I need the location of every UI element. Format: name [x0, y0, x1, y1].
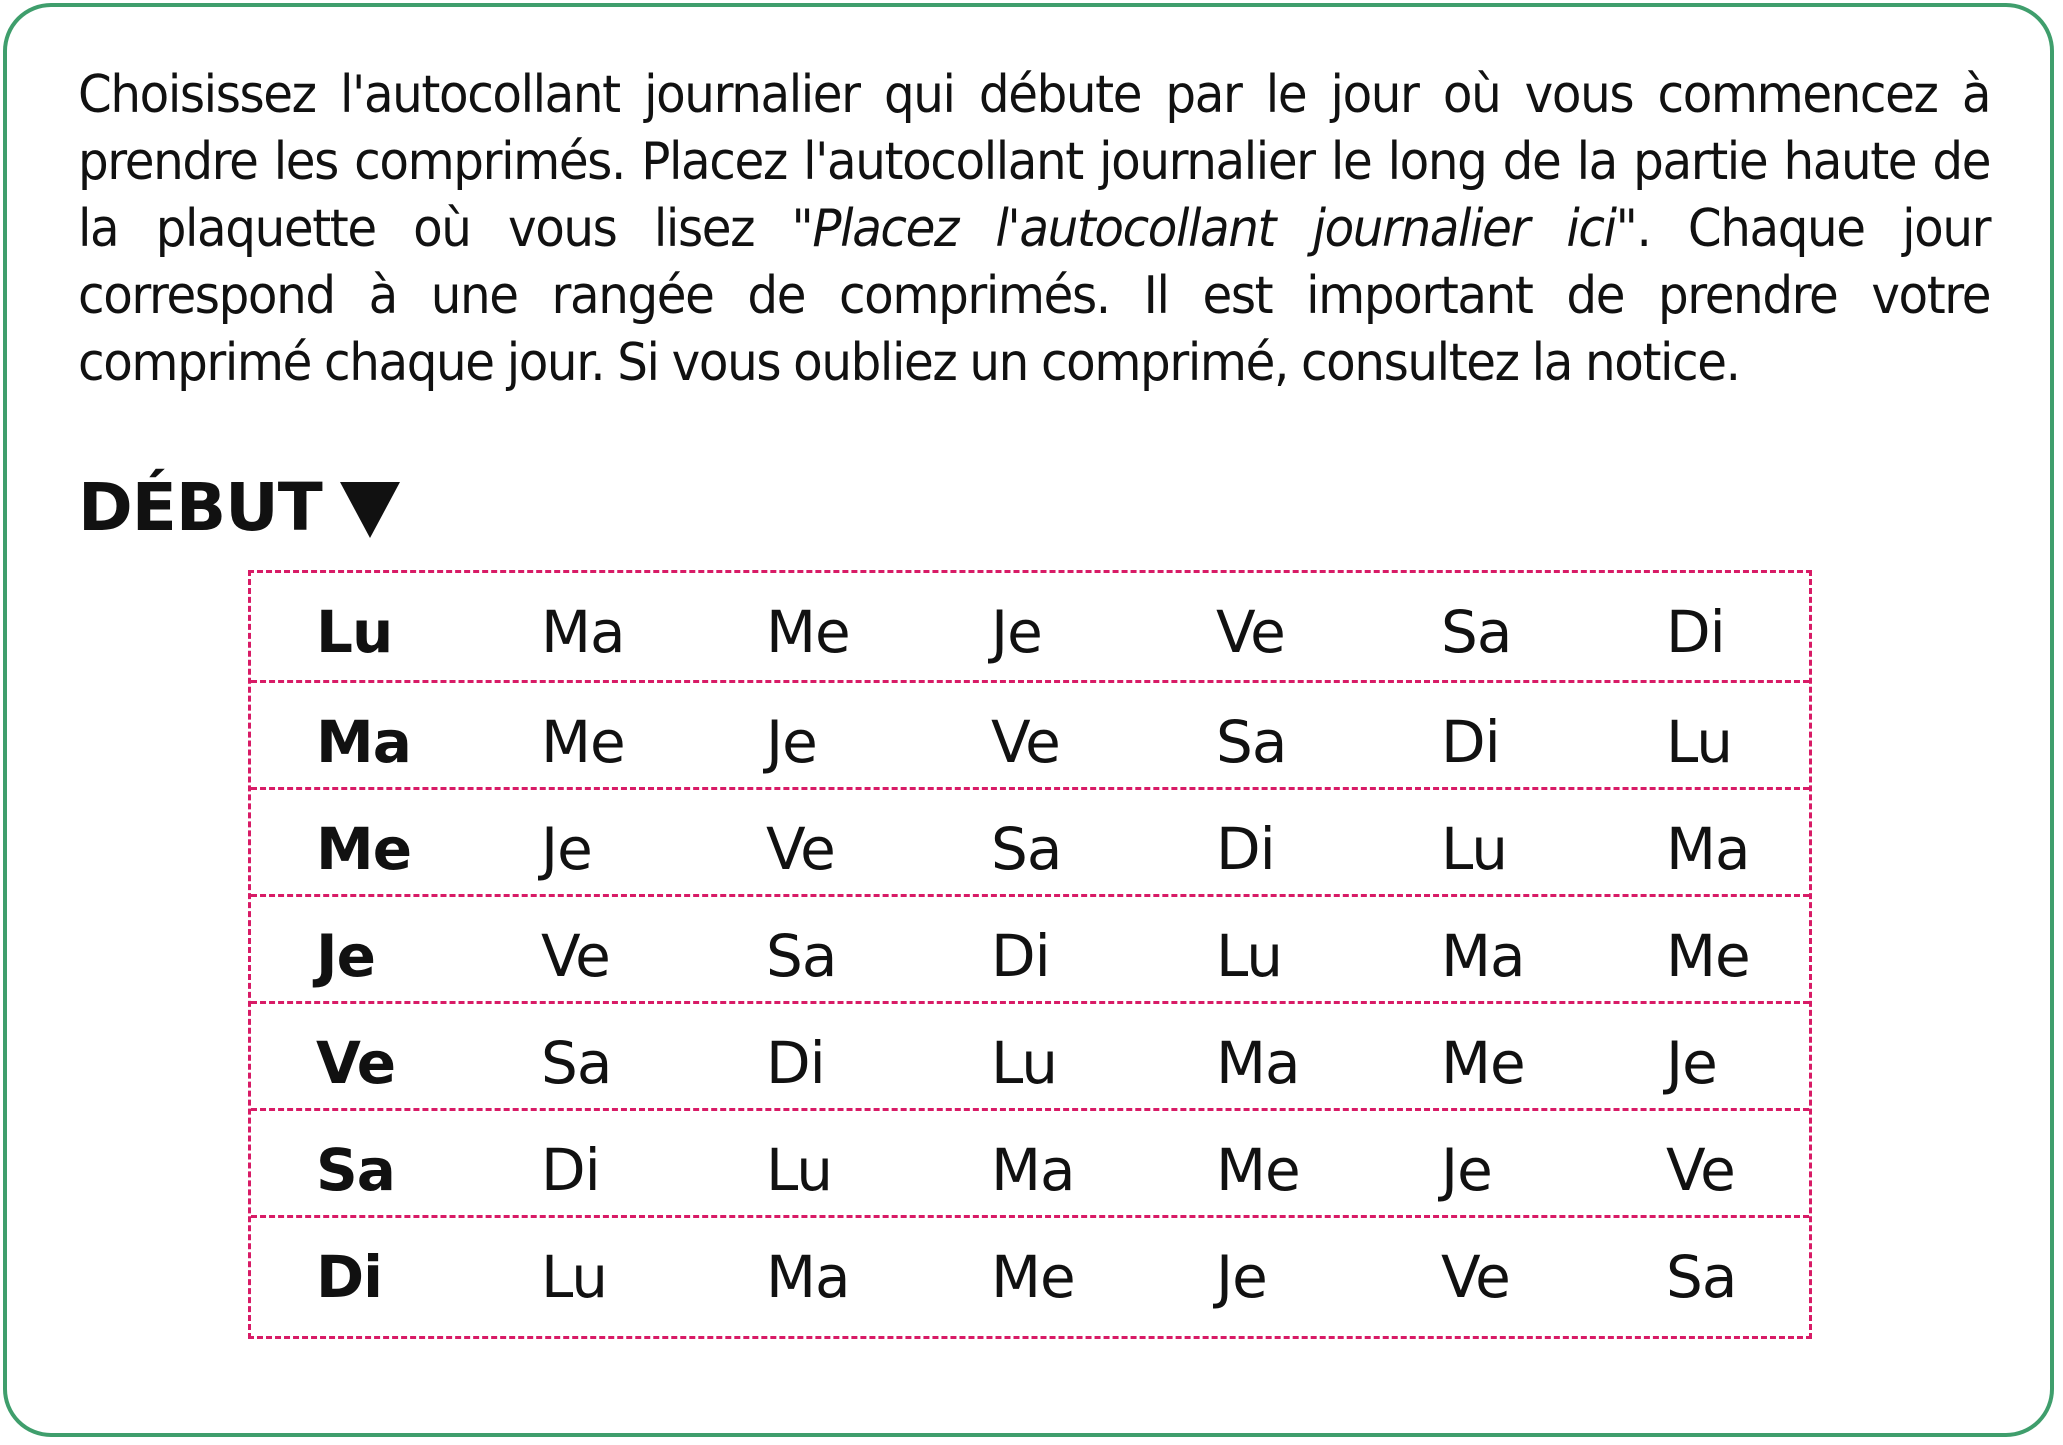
sticker-day-cell: Ma	[1441, 922, 1525, 990]
sticker-day-cell: Ma	[1666, 815, 1750, 883]
sticker-day-cell: Je	[1441, 1136, 1492, 1204]
sticker-day-cell: Di	[541, 1136, 600, 1204]
sticker-day-cell: Sa	[1666, 1243, 1737, 1311]
sticker-day-cell: Je	[1666, 1029, 1717, 1097]
sticker-row[interactable]	[251, 573, 1809, 680]
down-triangle-icon	[340, 482, 400, 538]
sticker-day-cell: Sa	[991, 815, 1062, 883]
sticker-day-cell: Ve	[1666, 1136, 1735, 1204]
sticker-day-cell: Me	[541, 708, 625, 776]
sticker-row[interactable]	[251, 1108, 1809, 1215]
sticker-day-cell: Di	[991, 922, 1050, 990]
sticker-day-cell: Je	[316, 922, 375, 990]
day-sticker-sheet	[248, 570, 1812, 1339]
sticker-day-cell: Ve	[1441, 1243, 1510, 1311]
sticker-day-cell: Di	[316, 1243, 383, 1311]
instructions-text-part1: Choisissez l'autocollant journalier qui débute par le jour où vous commencez à prendre les comprimés. Placez l'autocollant journalier le long de la partie haute de la plaquette où vous lisez "	[78, 65, 1991, 259]
sticker-day-cell: Ma	[541, 598, 625, 666]
instructions-text	[78, 62, 1990, 397]
sticker-day-cell: Ve	[991, 708, 1060, 776]
sticker-day-cell: Sa	[316, 1136, 395, 1204]
sticker-day-cell: Je	[766, 708, 817, 776]
sticker-day-cell: Ma	[316, 708, 411, 776]
sticker-day-cell: Sa	[1441, 598, 1512, 666]
sticker-day-cell: Me	[1666, 922, 1750, 990]
sticker-day-cell: Ve	[1216, 598, 1285, 666]
instructions-text-part2: ". Chaque jour correspond à une rangée de comprimés. Il est important de prendre votre comprimé chaque jour. Si vous oubliez un comprimé, consultez la notice.	[78, 199, 1991, 393]
sticker-day-cell: Lu	[541, 1243, 608, 1311]
sticker-day-cell: Je	[1216, 1243, 1267, 1311]
sticker-day-cell: Sa	[1216, 708, 1287, 776]
sticker-day-cell: Di	[766, 1029, 825, 1097]
sticker-row[interactable]	[251, 1001, 1809, 1108]
sticker-day-cell: Me	[1216, 1136, 1300, 1204]
sticker-day-cell: Ve	[316, 1029, 396, 1097]
sticker-day-cell: Sa	[541, 1029, 612, 1097]
sticker-row[interactable]	[251, 894, 1809, 1001]
sticker-day-cell: Di	[1216, 815, 1275, 883]
sticker-day-cell: Je	[991, 598, 1042, 666]
sticker-day-cell: Me	[991, 1243, 1075, 1311]
sticker-day-cell: Me	[1441, 1029, 1525, 1097]
sticker-day-cell: Ve	[541, 922, 610, 990]
start-heading	[78, 468, 400, 548]
sticker-day-cell: Sa	[766, 922, 837, 990]
sticker-day-cell: Je	[541, 815, 592, 883]
sticker-day-cell: Di	[1441, 708, 1500, 776]
sticker-day-cell: Lu	[316, 598, 393, 666]
sticker-row[interactable]	[251, 1215, 1809, 1322]
sticker-day-cell: Ma	[766, 1243, 850, 1311]
sticker-day-cell: Lu	[1216, 922, 1283, 990]
sticker-day-cell: Di	[1666, 598, 1725, 666]
sticker-day-cell: Me	[766, 598, 850, 666]
instructions-text-italic: Placez l'autocollant journalier ici	[812, 199, 1616, 259]
sticker-day-cell: Lu	[1441, 815, 1508, 883]
sticker-day-cell: Me	[316, 815, 412, 883]
sticker-day-cell: Ma	[991, 1136, 1075, 1204]
sticker-day-cell: Ma	[1216, 1029, 1300, 1097]
sticker-day-cell: Lu	[1666, 708, 1733, 776]
sticker-day-cell: Lu	[766, 1136, 833, 1204]
start-label: DÉBUT	[78, 469, 322, 546]
sticker-day-cell: Lu	[991, 1029, 1058, 1097]
sticker-row[interactable]	[251, 787, 1809, 894]
sticker-day-cell: Ve	[766, 815, 835, 883]
sticker-row[interactable]	[251, 680, 1809, 787]
